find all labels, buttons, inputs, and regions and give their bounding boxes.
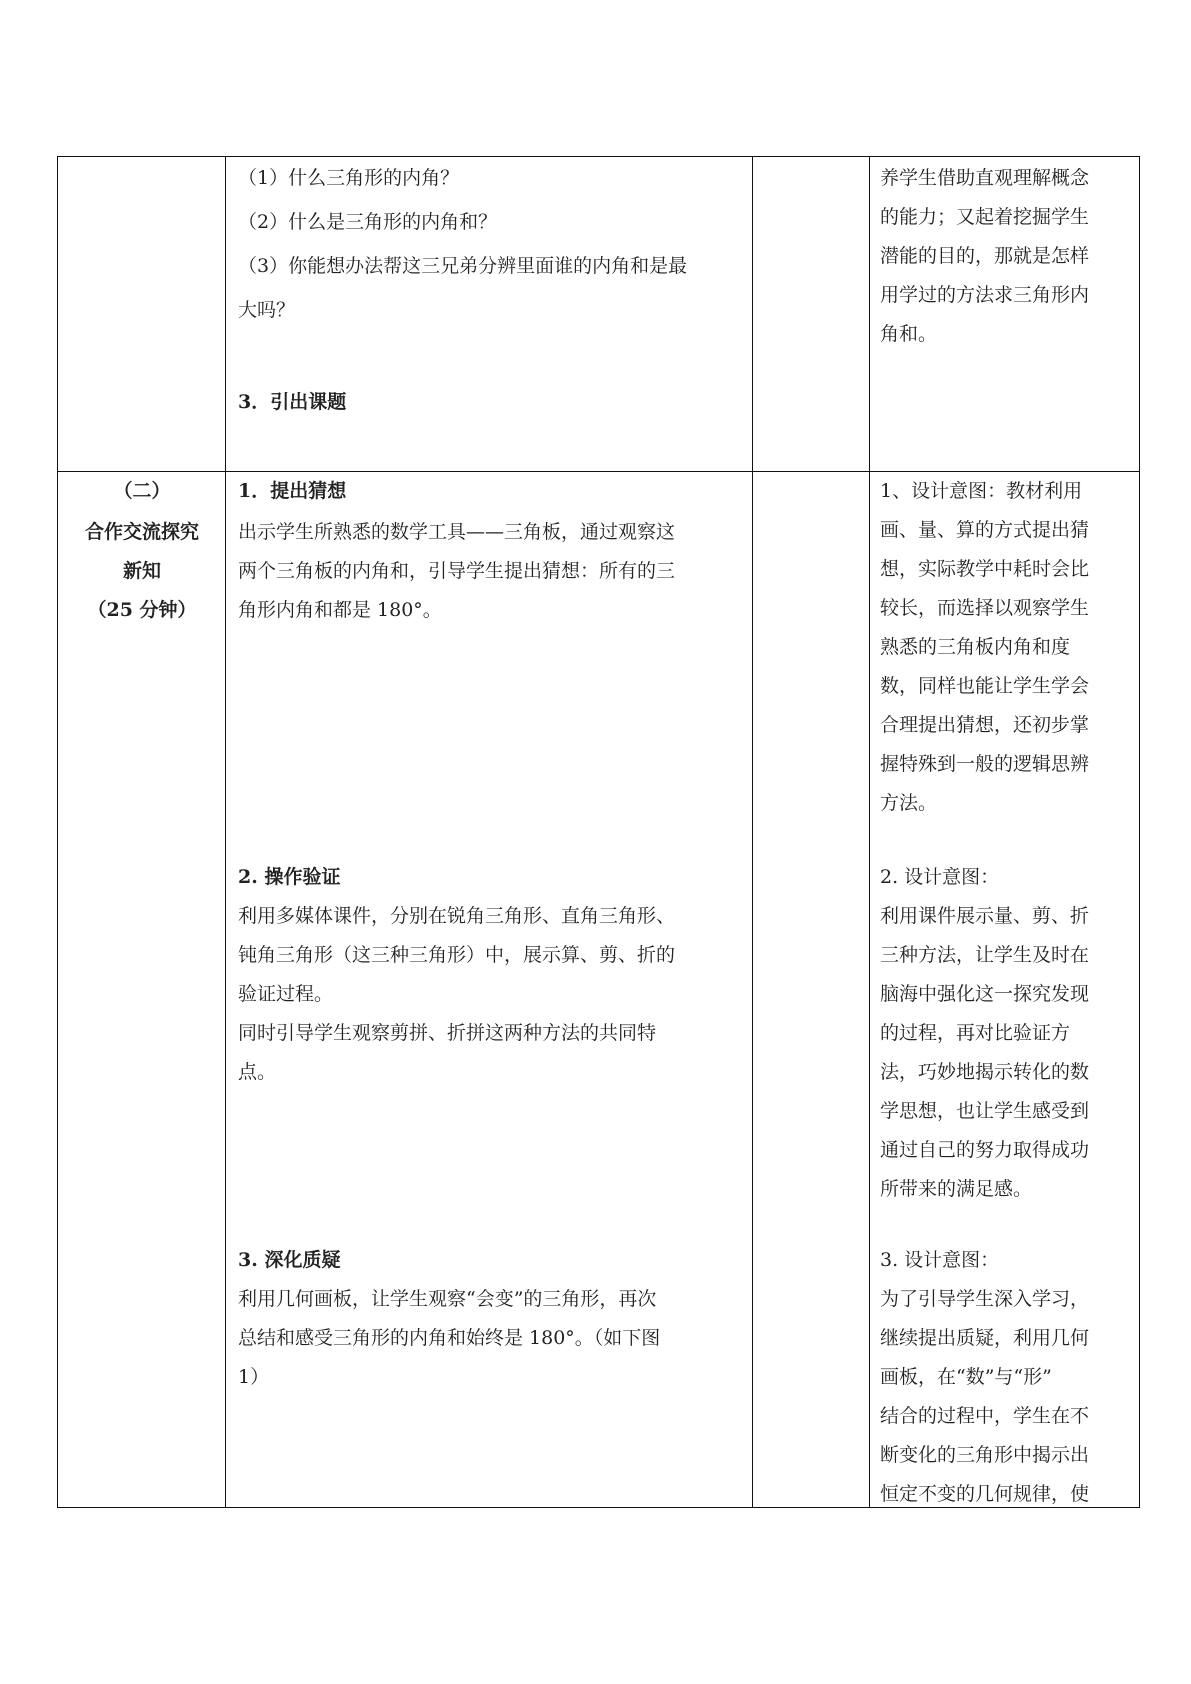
intent-text: 潜能的目的，那就是怎样 xyxy=(880,245,1090,267)
intent-text: 所带来的满足感。 xyxy=(880,1178,1033,1200)
intent-text: 画、量、算的方式提出猜 xyxy=(880,519,1090,541)
question-2: （2）什么是三角形的内角和？ xyxy=(238,211,498,233)
column-divider-3 xyxy=(869,157,870,1507)
section-text: 同时引导学生观察剪拼、折拼这两种方法的共同特 xyxy=(238,1022,657,1044)
section-text: 总结和感受三角形的内角和始终是 180°。（如下图 xyxy=(238,1327,661,1349)
intent-text: 数，同样也能让学生学会 xyxy=(880,675,1090,697)
stage-duration: （25 分钟） xyxy=(87,599,197,621)
intent-text: 三种方法，让学生及时在 xyxy=(880,944,1090,966)
intent-text: 为了引导学生深入学习， xyxy=(880,1288,1090,1310)
section-text: 验证过程。 xyxy=(238,983,334,1005)
intent-text: 熟悉的三角板内角和度 xyxy=(880,636,1071,658)
column-divider-2 xyxy=(752,157,753,1507)
section-text: 点。 xyxy=(238,1061,277,1083)
intent-text: 的能力；又起着挖掘学生 xyxy=(880,206,1090,228)
section-heading-verification: 2. 操作验证 xyxy=(238,866,341,888)
intent-text: 画板，在“数”与“形” xyxy=(880,1366,1052,1388)
intent-text: 2. 设计意图： xyxy=(880,866,1000,888)
intent-text: 合理提出猜想，还初步掌 xyxy=(880,714,1090,736)
stage-title: 新知 xyxy=(122,560,161,582)
section-text: 钝角三角形（这三种三角形）中，展示算、剪、折的 xyxy=(238,944,676,966)
intent-text: 角和。 xyxy=(880,323,938,345)
intent-text: 结合的过程中，学生在不 xyxy=(880,1405,1090,1427)
intent-text: 用学过的方法求三角形内 xyxy=(880,284,1090,306)
section-text: 出示学生所熟悉的数学工具——三角板，通过观察这 xyxy=(238,521,676,543)
intent-text: 较长，而选择以观察学生 xyxy=(880,597,1090,619)
question-1: （1）什么三角形的内角？ xyxy=(238,167,460,189)
section-text: 利用多媒体课件，分别在锐角三角形、直角三角形、 xyxy=(238,905,676,927)
intent-text: 利用课件展示量、剪、折 xyxy=(880,905,1090,927)
question-3-line-1: （3）你能想办法帮这三兄弟分辨里面谁的内角和是最 xyxy=(238,255,688,277)
section-text: 两个三角板的内角和，引导学生提出猜想：所有的三 xyxy=(238,560,676,582)
intent-text: 恒定不变的几何规律，使 xyxy=(880,1483,1090,1505)
intent-text: 3. 设计意图： xyxy=(880,1249,1000,1271)
intent-text: 断变化的三角形中揭示出 xyxy=(880,1444,1090,1466)
question-3-line-2: 大吗？ xyxy=(238,299,296,321)
section-text: 角形内角和都是 180°。 xyxy=(238,599,442,621)
section-text: 利用几何画板，让学生观察“会变”的三角形，再次 xyxy=(238,1288,657,1310)
intent-text: 1、设计意图：教材利用 xyxy=(880,480,1083,502)
intent-text: 方法。 xyxy=(880,792,938,814)
intent-text: 通过自己的努力取得成功 xyxy=(880,1139,1090,1161)
intent-text: 的过程，再对比验证方 xyxy=(880,1022,1071,1044)
intent-text: 握特殊到一般的逻辑思辨 xyxy=(880,753,1090,775)
intent-text: 脑海中强化这一探究发现 xyxy=(880,983,1090,1005)
intent-text: 学思想，也让学生感受到 xyxy=(880,1100,1090,1122)
column-divider-1 xyxy=(225,157,226,1507)
section-heading-topic: 3．引出课题 xyxy=(238,391,347,413)
intent-text: 继续提出质疑，利用几何 xyxy=(880,1327,1090,1349)
section-heading-deepen: 3. 深化质疑 xyxy=(238,1249,341,1271)
section-text: 1） xyxy=(238,1366,270,1388)
intent-text: 养学生借助直观理解概念 xyxy=(880,167,1090,189)
stage-title: 合作交流探究 xyxy=(84,521,199,543)
intent-text: 法，巧妙地揭示转化的数 xyxy=(880,1061,1090,1083)
section-heading-conjecture: 1．提出猜想 xyxy=(238,480,347,502)
stage-number: （二） xyxy=(113,480,171,502)
intent-text: 想，实际教学中耗时会比 xyxy=(880,558,1090,580)
